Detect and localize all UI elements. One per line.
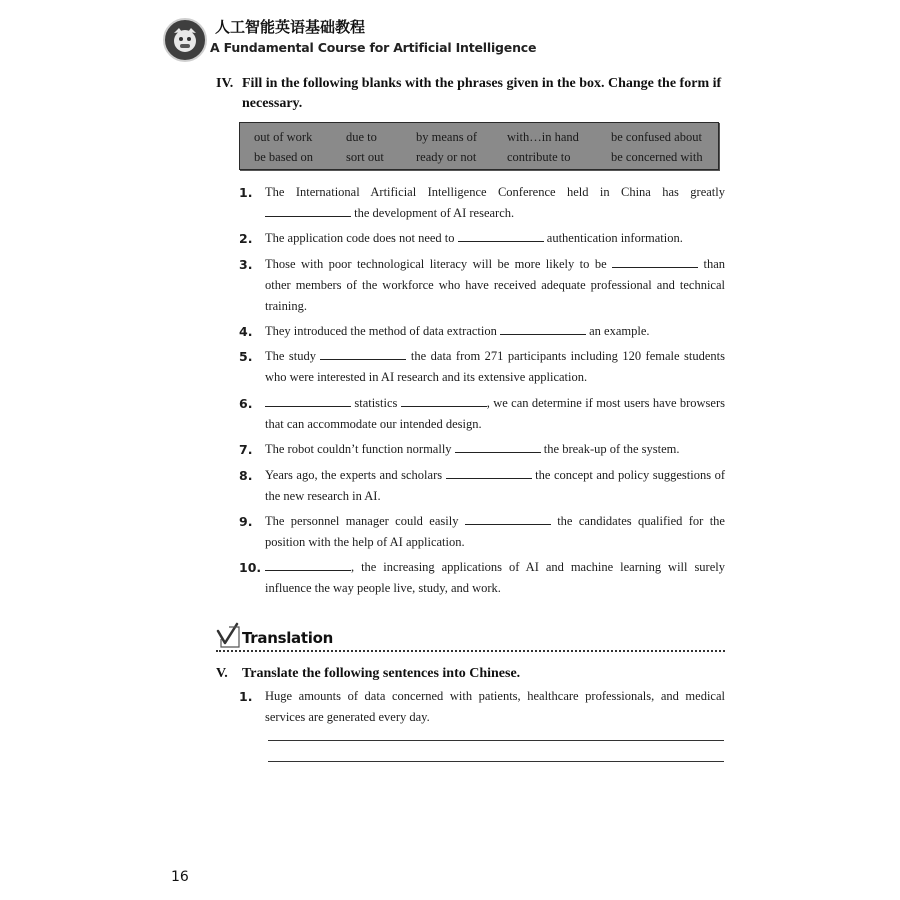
phrase: out of work	[254, 130, 313, 144]
phrase: be based on	[254, 150, 314, 164]
question-2	[239, 228, 725, 249]
translation-item-1	[239, 686, 725, 728]
section-v-heading	[216, 664, 520, 684]
section-iv-instruction: Fill in the following blanks with the phrases given in the box. Change the form if necessary.	[242, 76, 722, 111]
question-text: statistics	[351, 396, 401, 410]
phrase: sort out	[346, 150, 384, 164]
question-text: the development of AI research.	[351, 206, 515, 220]
answer-blank[interactable]	[458, 229, 544, 242]
question-text: than other members of the workforce who have received adequate professional and technical training.	[265, 257, 725, 313]
answer-blank[interactable]	[320, 347, 406, 360]
question-number: 9.	[239, 514, 253, 529]
question-8	[239, 465, 725, 507]
question-text: The robot couldn’t function normally	[265, 442, 455, 456]
phrase-box	[239, 122, 719, 170]
question-text: the break-up of the system.	[540, 442, 680, 456]
answer-line[interactable]	[268, 740, 724, 741]
answer-blank[interactable]	[401, 394, 487, 407]
answer-blank[interactable]	[265, 394, 351, 407]
translation-heading: Translation	[242, 629, 333, 647]
question-number: 3.	[239, 257, 253, 272]
book-title-english: A Fundamental Course for Artificial Intelligence	[210, 40, 537, 55]
phrase: be confused about	[611, 130, 702, 144]
answer-blank[interactable]	[265, 558, 351, 571]
answer-blank[interactable]	[446, 466, 532, 479]
question-number: 6.	[239, 396, 253, 411]
question-text: the data from 271 participants including 120 female students who were interested in AI research and its extensive application.	[265, 349, 725, 384]
phrase: due to	[346, 130, 377, 144]
answer-blank[interactable]	[612, 255, 698, 268]
question-number: 7.	[239, 442, 253, 457]
section-iv-number: IV.	[216, 76, 234, 91]
question-text: the concept and policy suggestions of the new research in AI.	[265, 468, 726, 503]
question-number: 1.	[239, 689, 253, 704]
question-text: authentication information.	[543, 231, 683, 245]
question-number: 5.	[239, 349, 253, 364]
phrase: by means of	[416, 130, 478, 144]
section-divider	[216, 650, 725, 652]
question-text: Those with poor technological literacy will be more likely to be	[265, 257, 613, 271]
answer-blank[interactable]	[465, 512, 551, 525]
question-number: 1.	[239, 185, 253, 200]
question-6	[239, 393, 725, 435]
question-9	[239, 511, 725, 553]
answer-blank[interactable]	[265, 204, 351, 217]
question-text: the candidates qualified for the position with the help of AI application.	[265, 514, 725, 549]
question-4	[239, 321, 725, 342]
question-10	[239, 557, 725, 599]
question-text: , the increasing applications of AI and machine learning will surely influence the way people live, study, and work.	[265, 560, 725, 595]
question-text: , we can determine if most users have browsers that can accommodate our intended design.	[265, 396, 725, 431]
page-number: 16	[171, 869, 189, 885]
question-text: The study	[265, 349, 321, 363]
question-text: Years ago, the experts and scholars	[265, 468, 446, 482]
section-iv-heading	[216, 74, 726, 114]
question-number: 10.	[239, 560, 262, 575]
question-number: 8.	[239, 468, 253, 483]
question-number: 2.	[239, 231, 253, 246]
question-text: They introduced the method of data extraction	[265, 324, 500, 338]
book-header	[163, 14, 563, 64]
question-7	[239, 439, 725, 460]
phrase: with…in hand	[507, 130, 579, 144]
phrase: contribute to	[507, 150, 571, 164]
section-v-instruction: Translate the following sentences into Chinese.	[242, 666, 521, 681]
translation-sentence: Huge amounts of data concerned with patients, healthcare professionals, and medical services are generated every day.	[265, 689, 725, 724]
phrase: be concerned with	[611, 150, 703, 164]
question-text: The application code does not need to	[265, 231, 458, 245]
book-logo-icon	[163, 18, 207, 62]
section-v-number: V.	[216, 666, 228, 681]
question-text: The personnel manager could easily	[265, 514, 465, 528]
answer-blank[interactable]	[455, 440, 541, 453]
question-5	[239, 346, 725, 388]
phrase: ready or not	[416, 150, 477, 164]
book-title-chinese: 人工智能英语基础教程	[215, 18, 366, 36]
question-text: The International Artificial Intelligence Conference held in China has greatly	[265, 185, 725, 199]
question-number: 4.	[239, 324, 253, 339]
answer-line[interactable]	[268, 761, 724, 762]
question-3	[239, 254, 725, 317]
answer-blank[interactable]	[500, 322, 586, 335]
question-text: an example.	[586, 324, 650, 338]
question-1	[239, 182, 725, 224]
